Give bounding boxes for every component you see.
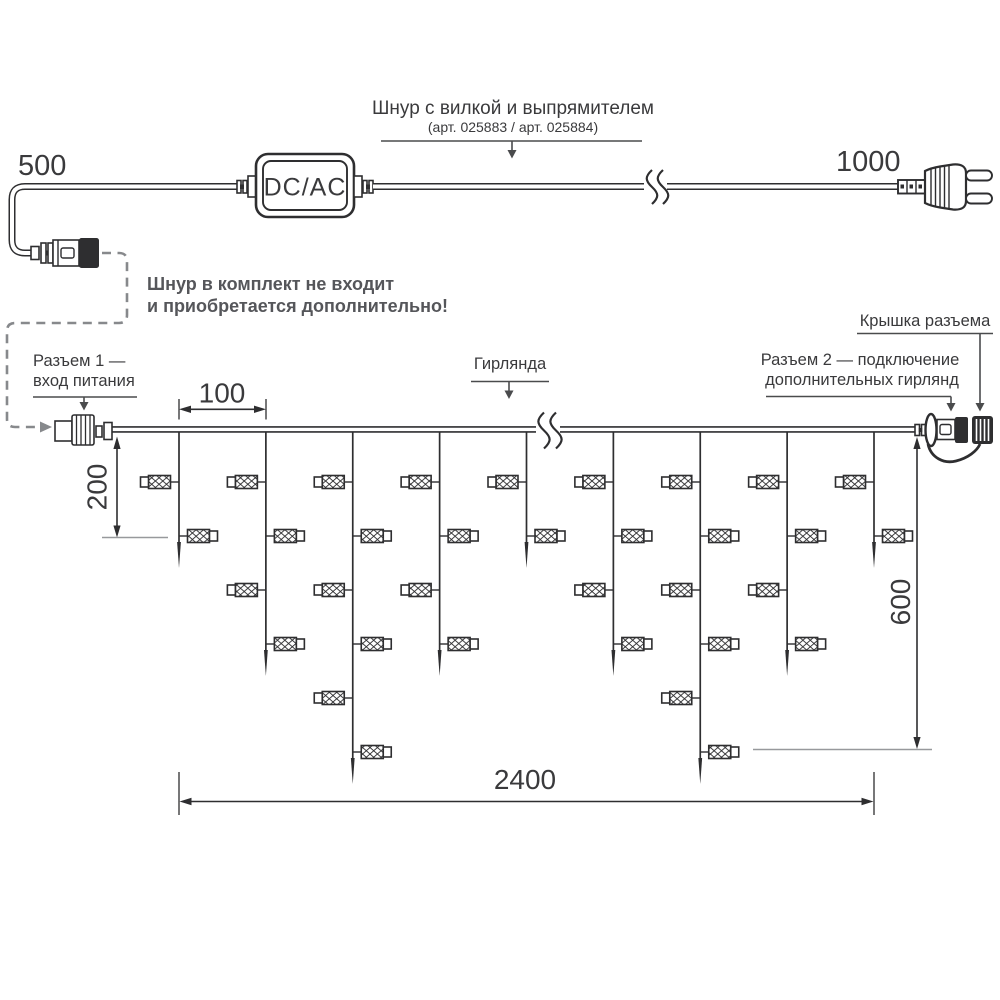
- lamp: [749, 476, 788, 489]
- lamp: [836, 476, 875, 489]
- connector1-callout: [33, 352, 137, 411]
- power-cord-right-segment: [373, 167, 898, 205]
- lamp: [141, 476, 180, 489]
- strand-tip: [438, 650, 442, 676]
- lamp: [874, 530, 913, 543]
- connector2-label-line2: дополнительных гирлянд: [765, 371, 959, 389]
- dimension-100: [179, 378, 266, 420]
- connector1-label-line2: вход питания: [33, 372, 135, 390]
- cap-tether-cable: [928, 444, 980, 462]
- lamp: [700, 530, 739, 543]
- strand-tip: [525, 542, 529, 568]
- garland-label: Гирлянда: [473, 355, 547, 373]
- lamp: [266, 530, 305, 543]
- strand-tip: [698, 758, 702, 784]
- dimension-1000-label: 1000: [836, 146, 901, 178]
- lamp: [662, 692, 701, 705]
- dashed-connection-path: [7, 253, 127, 433]
- strand-tip: [264, 650, 268, 676]
- lamp: [613, 638, 652, 651]
- strand-tip: [351, 758, 355, 784]
- plug-prong: [966, 194, 992, 204]
- dimension-100-label: 100: [198, 377, 246, 409]
- wire-break-mark: [538, 413, 549, 449]
- lamp: [787, 638, 826, 651]
- connector2-callout: [761, 351, 960, 412]
- garland-strand: [227, 432, 304, 676]
- lamp: [353, 530, 392, 543]
- strand-tip: [872, 542, 876, 568]
- lamp: [700, 638, 739, 651]
- dimension-500-label: 500: [18, 150, 67, 182]
- garland-strand: [749, 432, 826, 676]
- dimension-200-label: 200: [81, 463, 113, 511]
- lamp: [700, 746, 739, 759]
- lamp: [227, 476, 266, 489]
- garland-strand: [662, 432, 739, 784]
- garland-strand: [836, 432, 913, 568]
- dimension-600-label: 600: [885, 578, 916, 626]
- garland-callout: [471, 355, 549, 399]
- connector1-power-input: [55, 415, 112, 445]
- lamp: [575, 584, 614, 597]
- dc-ac-converter: [237, 154, 373, 217]
- lamp: [613, 530, 652, 543]
- strand-tip: [611, 650, 615, 676]
- lamp: [787, 530, 826, 543]
- dimension-2400: [179, 764, 874, 815]
- garland-strand: [141, 432, 218, 568]
- lamp: [227, 584, 266, 597]
- lamp: [314, 476, 353, 489]
- garland-strand: [314, 432, 391, 784]
- cord-callout-art: (арт. 025883 / арт. 025884): [427, 119, 599, 135]
- garland-strand: [401, 432, 478, 676]
- lamp: [401, 584, 440, 597]
- garland-wire: [112, 413, 915, 449]
- cord-callout-title: Шнур с вилкой и выпрямителем: [372, 98, 654, 119]
- lamp: [527, 530, 566, 543]
- strand-tip: [785, 650, 789, 676]
- dimension-2400-label: 2400: [493, 764, 557, 795]
- connector2-label-line1: Разъем 2 — подключение: [760, 351, 960, 369]
- garland-strand: [488, 432, 565, 568]
- plug-prong: [966, 171, 992, 181]
- lamp: [488, 476, 527, 489]
- power-plug: [898, 163, 992, 211]
- connector-cap: [972, 416, 993, 444]
- lamp: [575, 476, 614, 489]
- lamp: [353, 638, 392, 651]
- lamp: [179, 530, 218, 543]
- lamp: [314, 692, 353, 705]
- converter-label: DC/AC: [263, 173, 347, 202]
- note-line-2: и приобретается дополнительно!: [147, 296, 448, 316]
- lamp: [266, 638, 305, 651]
- note-line-1: Шнур в комплект не входит: [147, 274, 395, 294]
- cord-callout: [372, 98, 654, 159]
- power-cord-connector: [31, 238, 99, 268]
- garland-strands: [141, 432, 913, 784]
- lamp: [440, 638, 479, 651]
- lamp: [353, 746, 392, 759]
- lamp: [662, 584, 701, 597]
- cap-label: Крышка разъема: [859, 312, 991, 330]
- garland-strand: [575, 432, 652, 676]
- connector2-output: [915, 414, 993, 462]
- lamp: [662, 476, 701, 489]
- lamp: [314, 584, 353, 597]
- connector1-label-line1: Разъем 1 —: [33, 352, 126, 370]
- lamp: [440, 530, 479, 543]
- strand-tip: [177, 542, 181, 568]
- lamp: [401, 476, 440, 489]
- lamp: [749, 584, 788, 597]
